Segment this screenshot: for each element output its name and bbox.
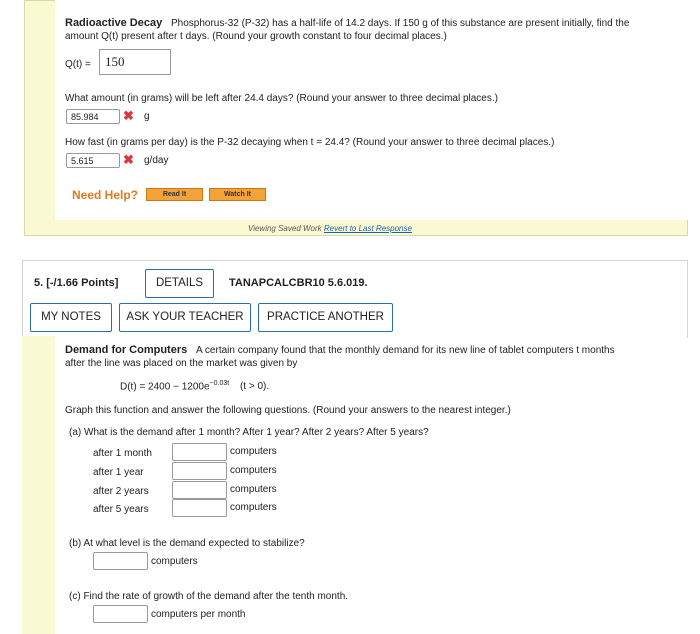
part-a-row-label: after 2 years	[93, 486, 149, 497]
growth-rate-input[interactable]	[93, 605, 148, 623]
problem-5-intro-1: A certain company found that the monthly demand for its new line of tablet computers t months	[196, 345, 615, 356]
need-help-label: Need Help?	[72, 188, 139, 202]
part-c-unit: computers per month	[151, 609, 246, 620]
part-a-row-unit: computers	[230, 484, 277, 495]
prev-problem-intro-1: Phosphorus-32 (P-32) has a half-life of 14.2 days. If 150 g of this substance are present initially, find the	[171, 18, 630, 29]
q-label: Q(t) =	[65, 59, 91, 70]
problem-5-statement	[65, 344, 685, 370]
formula-exponent: −0.03t	[209, 380, 230, 387]
formula-condition: (t > 0).	[239, 381, 270, 393]
demand-1-year-input[interactable]	[172, 462, 227, 480]
incorrect-icon: ✖	[123, 152, 134, 167]
problem-5-title: Demand for Computers	[65, 344, 188, 356]
part-a-row-unit: computers	[230, 465, 277, 476]
problem-code: TANAPCALCBR10 5.6.019.	[229, 277, 368, 289]
q-value: 150	[105, 54, 125, 69]
q-input[interactable]	[99, 49, 171, 75]
prev-problem-intro-2: amount Q(t) present after t days. (Round your growth constant to four decimal places.)	[65, 31, 447, 42]
part-a-row-label: after 1 year	[93, 467, 144, 478]
instructions: Graph this function and answer the following questions. (Round your answers to the nearest integer.)	[65, 405, 511, 416]
ask-teacher-button[interactable]: ASK YOUR TEACHER	[119, 303, 251, 332]
problem-5-intro-2: after the line was placed on the market was given by	[65, 358, 298, 369]
details-button[interactable]: DETAILS	[145, 269, 214, 298]
read-it-button[interactable]: Read It	[146, 188, 203, 201]
stabilize-input[interactable]	[93, 552, 148, 570]
part2-input[interactable]	[66, 109, 120, 124]
demand-1-month-input[interactable]	[172, 443, 227, 461]
part3-value: 5.615	[71, 156, 94, 166]
demand-5-years-input[interactable]	[172, 499, 227, 517]
part2-question: What amount (in grams) will be left after 24.4 days? (Round your answer to three decimal places.)	[65, 93, 498, 104]
prev-problem-title: Radioactive Decay	[65, 17, 163, 29]
demand-formula	[120, 380, 269, 392]
part-a-row-unit: computers	[230, 446, 277, 457]
viewing-saved-work	[248, 224, 412, 233]
part3-question: How fast (in grams per day) is the P-32 decaying when t = 24.4? (Round your answer to three decimal places.)	[65, 137, 555, 148]
part3-input[interactable]	[66, 153, 120, 168]
part2-value: 85.984	[71, 112, 99, 122]
demand-2-years-input[interactable]	[172, 481, 227, 499]
part-a-row-unit: computers	[230, 502, 277, 513]
part2-unit: g	[144, 111, 150, 122]
problem-5-sidebar	[22, 336, 56, 634]
part-a-row-label: after 1 month	[93, 448, 152, 459]
part-a-question: (a) What is the demand after 1 month? After 1 year? After 2 years? After 5 years?	[69, 427, 429, 438]
part-a-row-label: after 5 years	[93, 504, 149, 515]
viewing-text: Viewing Saved Work	[248, 224, 322, 233]
problem-5-header: 5. [-/1.66 Points]	[34, 277, 119, 289]
practice-another-button[interactable]: PRACTICE ANOTHER	[258, 303, 393, 332]
revert-link[interactable]: Revert to Last Response	[323, 224, 412, 233]
part-b-question: (b) At what level is the demand expected to stabilize?	[69, 538, 305, 549]
part-c-question: (c) Find the rate of growth of the demand after the tenth month.	[69, 591, 349, 602]
watch-it-button[interactable]: Watch It	[209, 188, 266, 201]
formula-main: D(t) = 2400 − 1200e	[120, 381, 210, 393]
incorrect-icon: ✖	[123, 108, 134, 123]
prev-problem-statement	[65, 17, 680, 43]
my-notes-button[interactable]: MY NOTES	[30, 303, 112, 332]
part3-unit: g/day	[144, 155, 169, 166]
part-b-unit: computers	[151, 556, 198, 567]
